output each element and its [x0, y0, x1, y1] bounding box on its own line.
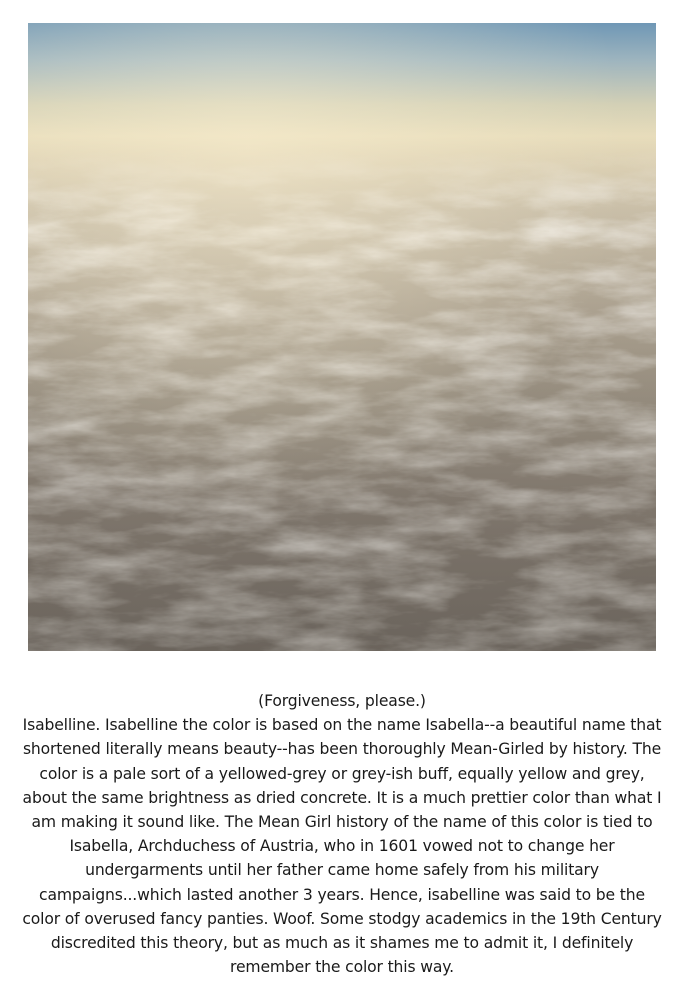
cloud-texture: [28, 23, 656, 651]
caption: [22, 689, 662, 979]
caption-body: Isabelline. Isabelline the color is based on the name Isabella--a beautiful name that shortened literally means beauty--has been thoroughly Mean-Girled by history. The color is a pale sort of a yellowed-grey or grey-ish buff, equally yellow and grey, about the same brightness as dried concrete. It is a much prettier color than what I am making it sound like. The Mean Girl history of the name of this color is tied to Isabella, Archduchess of Austria, who in 1601 vowed not to change her undergarments until her father came home safely from his military campaigns...which lasted another 3 years. Hence, isabelline was said to be the color of overused fancy panties. Woof. Some stodgy academics in the 19th Century discredited this theory, but as much as it shames me to admit it, I definitely remember the color this way.: [22, 716, 662, 977]
cloud-photo: [28, 23, 656, 651]
caption-heading: (Forgiveness, please.): [258, 692, 426, 710]
